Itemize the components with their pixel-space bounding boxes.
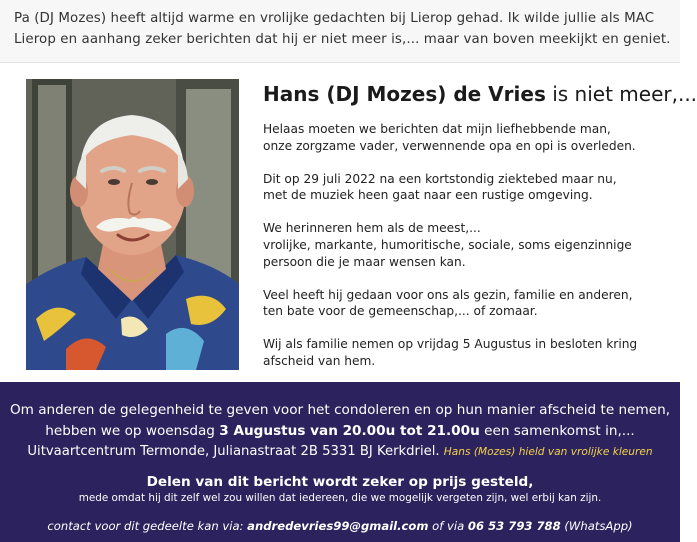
paragraph xyxy=(263,287,668,320)
banner-line-2 xyxy=(0,423,680,439)
announcement-text xyxy=(263,121,668,386)
intro-message xyxy=(0,0,680,62)
share-reason: mede omdat hij dit zelf wel zou willen dat iedereen, die we mogelijk vergeten zijn, wel erbij kan zijn. xyxy=(78,492,602,504)
text-line: afscheid van hem. xyxy=(263,353,376,368)
contact-line xyxy=(0,519,680,533)
banner-line-3 xyxy=(0,444,680,459)
info-banner xyxy=(0,382,680,542)
text-line: We herinneren hem als de meest,... xyxy=(263,221,481,236)
contact-phone[interactable]: 06 53 793 788 xyxy=(467,519,561,533)
text-line: Helaas moeten we berichten dat mijn liefhebbende man, xyxy=(263,122,611,136)
event-time: 3 Augustus van 20.00u tot 21.00u xyxy=(219,423,480,439)
text-line: vrolijke, markante, humoritische, sociale, soms eigenzinnige xyxy=(263,237,632,252)
share-request: Delen van dit bericht wordt zeker op prijs gesteld, xyxy=(146,474,534,490)
text-line: onze zorgzame vader, verwennende opa en opi is overleden. xyxy=(263,138,636,153)
paragraph xyxy=(263,171,668,204)
portrait-photo xyxy=(26,79,239,370)
text-line: ten bate voor de gemeenschap,... of zomaar. xyxy=(263,304,538,319)
title-name: Hans (DJ Mozes) de Vries xyxy=(263,82,546,106)
contact-mid: of via xyxy=(428,519,468,533)
text-line: Veel heeft hij gedaan voor ons als gezin, familie en anderen, xyxy=(263,287,633,302)
portrait-illustration xyxy=(26,79,239,370)
paragraph xyxy=(263,220,668,270)
title-rest: is niet meer,... xyxy=(552,82,697,106)
text-line: Wij als familie nemen op vrijdag 5 Augustus in besloten kring xyxy=(263,337,638,352)
contact-pre: contact voor dit gedeelte kan via: xyxy=(47,519,248,533)
text-line: Dit op 29 juli 2022 na een kortstondig ziektebed maar nu, xyxy=(263,171,617,186)
intro-line-1: Pa (DJ Mozes) heeft altijd warme en vrolijke gedachten bij Lierop gehad. Ik wilde jullie als MAC xyxy=(14,11,655,26)
text-line: persoon die je maar wensen kan. xyxy=(263,254,466,269)
page-title xyxy=(263,82,697,106)
banner-line-1: Om anderen de gelegenheid te geven voor het condoleren en op hun manier afscheid te nemen, xyxy=(9,402,671,418)
contact-post: (WhatsApp) xyxy=(560,519,633,533)
venue-address: Uitvaartcentrum Termonde, Julianastraat 2B 5331 BJ Kerkdriel. xyxy=(27,444,440,459)
banner-line-2-post: een samenkomst in,... xyxy=(479,423,635,439)
text-line: met de muziek heen gaat naar een rustige omgeving. xyxy=(263,188,593,203)
divider xyxy=(0,62,680,63)
banner-line-2-pre: hebben we op woensdag xyxy=(45,423,220,439)
paragraph xyxy=(263,121,668,154)
paragraph xyxy=(263,336,668,369)
contact-email[interactable]: andredevries99@gmail.com xyxy=(247,519,429,533)
intro-line-2: Lierop en aanhang zeker berichten dat hij er niet meer is,... maar van boven meekijkt en geniet. xyxy=(14,32,671,47)
colorful-note: Hans (Mozes) hield van vrolijke kleuren xyxy=(443,446,653,458)
